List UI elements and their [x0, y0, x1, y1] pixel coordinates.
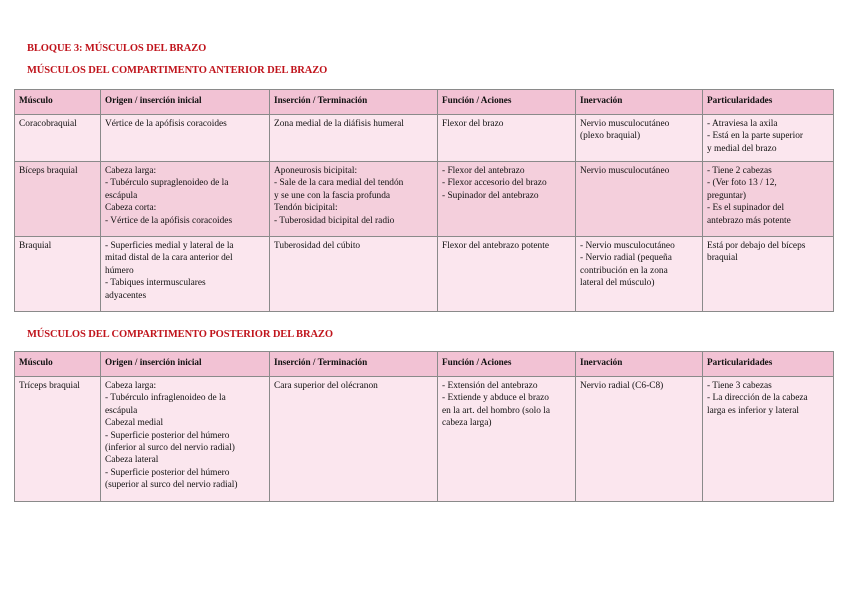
cell-funcion: - Flexor del antebrazo - Flexor accesorio del brazo - Supinador del antebrazo: [438, 162, 576, 237]
header-origen: Origen / inserción inicial: [101, 352, 270, 377]
cell-musculo: Bíceps braquial: [15, 162, 101, 237]
cell-origen: - Superficies medial y lateral de la mitad distal de la cara anterior del húmero - Tabiques intermusculares adyacentes: [101, 237, 270, 312]
header-origen: Origen / inserción inicial: [101, 90, 270, 115]
header-particularidades: Particularidades: [703, 352, 834, 377]
posterior-compartment-title: MÚSCULOS DEL COMPARTIMENTO POSTERIOR DEL BRAZO: [27, 329, 333, 340]
posterior-muscles-table: [14, 351, 834, 502]
cell-insercion: Zona medial de la diáfisis humeral: [270, 115, 438, 162]
anterior-compartment-title: MÚSCULOS DEL COMPARTIMENTO ANTERIOR DEL BRAZO: [27, 65, 328, 76]
cell-funcion: Flexor del brazo: [438, 115, 576, 162]
table-row: [15, 162, 834, 237]
header-musculo: Músculo: [15, 352, 101, 377]
cell-insercion: Tuberosidad del cúbito: [270, 237, 438, 312]
cell-particularidades: - Tiene 3 cabezas - La dirección de la cabeza larga es inferior y lateral: [703, 377, 834, 502]
cell-insercion: Cara superior del olécranon: [270, 377, 438, 502]
cell-funcion: - Extensión del antebrazo - Extiende y abduce el brazo en la art. del hombro (solo la cabeza larga): [438, 377, 576, 502]
cell-inervacion: Nervio musculocutáneo (plexo braquial): [576, 115, 703, 162]
cell-inervacion: Nervio radial (C6-C8): [576, 377, 703, 502]
cell-particularidades: - Atraviesa la axila - Está en la parte superior y medial del brazo: [703, 115, 834, 162]
cell-musculo: Tríceps braquial: [15, 377, 101, 502]
cell-origen: Cabeza larga: - Tubérculo supraglenoideo de la escápula Cabeza corta: - Vértice de la apófisis coracoides: [101, 162, 270, 237]
cell-inervacion: Nervio musculocutáneo: [576, 162, 703, 237]
cell-origen: Vértice de la apófisis coracoides: [101, 115, 270, 162]
table-row: [15, 377, 834, 502]
table-header-row: [15, 352, 834, 377]
header-particularidades: Particularidades: [703, 90, 834, 115]
header-funcion: Función / Aciones: [438, 352, 576, 377]
cell-insercion: Aponeurosis bicipital: - Sale de la cara medial del tendón y se une con la fascia profunda Tendón bicipital: - Tuberosidad bicipital del radio: [270, 162, 438, 237]
cell-origen: Cabeza larga: - Tubérculo infraglenoideo de la escápula Cabezal medial - Superficie posterior del húmero (inferior al surco del nervio radial) Cabeza lateral - Superficie posterior del húmero (superior al surco del nervio radial): [101, 377, 270, 502]
block-title: BLOQUE 3: MÚSCULOS DEL BRAZO: [27, 43, 207, 54]
header-musculo: Músculo: [15, 90, 101, 115]
cell-funcion: Flexor del antebrazo potente: [438, 237, 576, 312]
cell-musculo: Braquial: [15, 237, 101, 312]
cell-particularidades: - Tiene 2 cabezas - (Ver foto 13 / 12, preguntar) - Es el supinador del antebrazo más potente: [703, 162, 834, 237]
table-header-row: [15, 90, 834, 115]
header-inervacion: Inervación: [576, 90, 703, 115]
header-funcion: Función / Aciones: [438, 90, 576, 115]
table-row: [15, 115, 834, 162]
cell-inervacion: - Nervio musculocutáneo - Nervio radial (pequeña contribución en la zona lateral del músculo): [576, 237, 703, 312]
header-insercion: Inserción / Terminación: [270, 352, 438, 377]
header-insercion: Inserción / Terminación: [270, 90, 438, 115]
anterior-muscles-table: [14, 89, 834, 312]
table-row: [15, 237, 834, 312]
header-inervacion: Inervación: [576, 352, 703, 377]
cell-musculo: Coracobraquial: [15, 115, 101, 162]
cell-particularidades: Está por debajo del bíceps braquial: [703, 237, 834, 312]
